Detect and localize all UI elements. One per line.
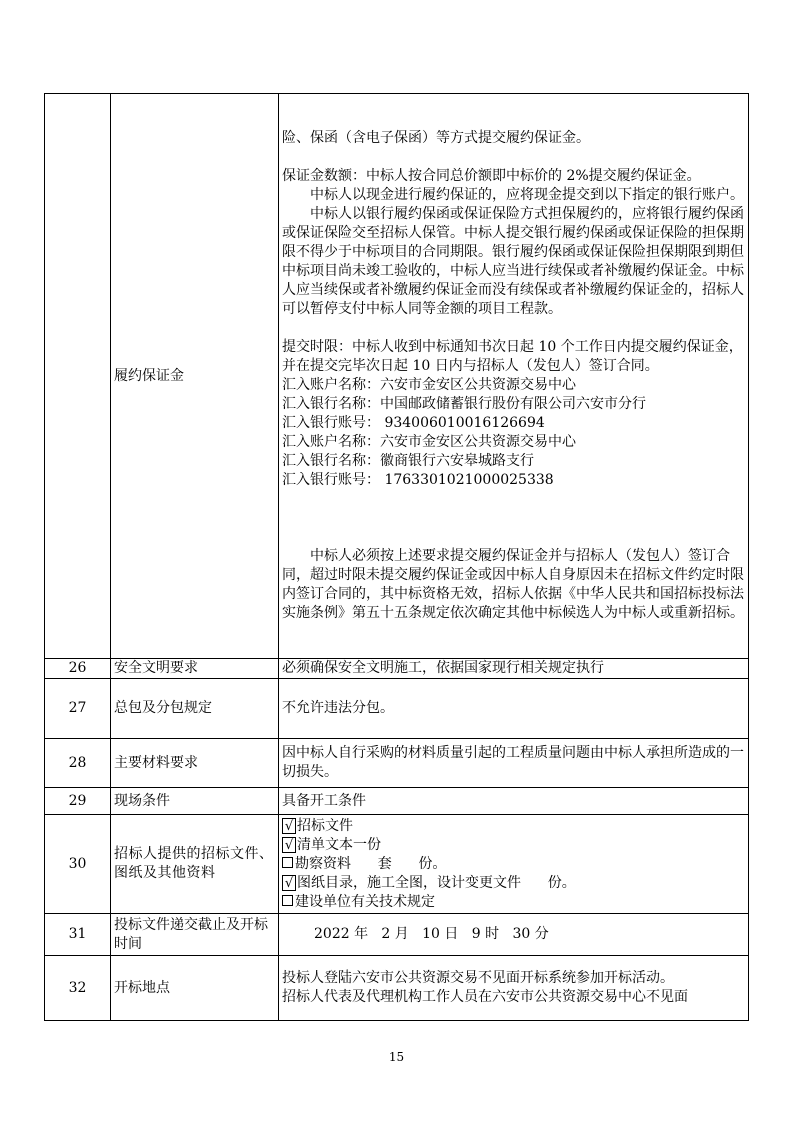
row-label: 安全文明要求 bbox=[111, 659, 279, 679]
content-paragraph: 中标人以现金进行履约保证的，应将现金提交到以下指定的银行账户。 bbox=[310, 187, 744, 203]
content-paragraph: 中标人以银行履约保函或保证保险方式担保履约的，应将银行履约保函或保证保险交至招标人保管。中标人提交银行履约保函或保证保险的担保期限不得少于中标项目的合同期限。银行履约保函或保证保险担保期限到期但中标项目尚未竣工验收的，中标人应当进行续保或者补缴履约保证金。中标人应当续保或者补缴履约保证金而没有续保或者补缴履约保证金的，招标人可以暂停支付中标人同等金额的项目工程款。 bbox=[282, 206, 744, 317]
provided-item-technical-rules: 建设单位有关技术规定 bbox=[282, 893, 745, 912]
row-content: 因中标人自行采购的材料质量引起的工程质量问题由中标人承担所造成的一切损失。 bbox=[279, 739, 749, 788]
row-content: 具备开工条件 bbox=[279, 788, 749, 815]
content-paragraph: 提交时限：中标人收到中标通知书次日起 10 个工作日内提交履约保证金，并在提交完毕次日起 10 日内与招标人（发包人）签订合同。 bbox=[282, 339, 743, 374]
row-label: 开标地点 bbox=[111, 956, 279, 1021]
row-content: 必须确保安全文明施工，依据国家现行相关规定执行 bbox=[279, 659, 749, 679]
content-line: 险、保函（含电子保函）等方式提交履约保证金。 bbox=[282, 130, 590, 146]
table-row-performance-bond bbox=[45, 94, 749, 659]
table-row-30 bbox=[45, 815, 749, 914]
table-row-32 bbox=[45, 956, 749, 1021]
checkmark-icon: √ bbox=[282, 837, 296, 853]
row-number-cell bbox=[45, 94, 111, 659]
provided-item-tender-documents: √ 招标文件 bbox=[282, 817, 745, 836]
row-number: 29 bbox=[45, 788, 111, 815]
checkmark-icon: √ bbox=[282, 875, 296, 891]
checkmark-icon: √ bbox=[282, 818, 296, 834]
row-number: 28 bbox=[45, 739, 111, 788]
account-name-line: 汇入账户名称：六安市金安区公共资源交易中心 bbox=[282, 377, 576, 393]
table-row-27 bbox=[45, 679, 749, 739]
provided-item-drawings: √ 图纸目录，施工全图，设计变更文件 份。 bbox=[282, 874, 745, 893]
row-label-cell bbox=[111, 94, 279, 659]
row-content-cell bbox=[279, 94, 749, 659]
row-number: 32 bbox=[45, 956, 111, 1021]
checkbox-empty-icon bbox=[282, 857, 293, 868]
bank-name-line: 汇入银行名称：徽商银行六安皋城路支行 bbox=[282, 453, 534, 469]
row-content bbox=[279, 914, 749, 956]
deadline-datetime: 2022 年 2 月 10 日 9 时 30 分 bbox=[314, 926, 549, 942]
performance-bond-label: 履约保证金 bbox=[114, 367, 184, 384]
account-name-line: 汇入账户名称：六安市金安区公共资源交易中心 bbox=[282, 434, 576, 450]
provided-item-survey-data: 勘察资料 套 份。 bbox=[282, 855, 745, 874]
row-label: 总包及分包规定 bbox=[111, 679, 279, 739]
row-number: 26 bbox=[45, 659, 111, 679]
content-line: 投标人登陆六安市公共资源交易不见面开标系统参加开标活动。 bbox=[282, 970, 674, 986]
table-row-28 bbox=[45, 739, 749, 788]
row-label: 投标文件递交截止及开标时间 bbox=[111, 914, 279, 956]
content-line: 招标人代表及代理机构工作人员在六安市公共资源交易中心不见面 bbox=[282, 989, 688, 1005]
row-label: 招标人提供的招标文件、图纸及其他资料 bbox=[111, 815, 279, 914]
account-number-line: 汇入银行账号： 1763301021000025338 bbox=[282, 472, 554, 488]
table-row-26 bbox=[45, 659, 749, 679]
content-line: 保证金数额：中标人按合同总价额即中标价的 2%提交履约保证金。 bbox=[282, 168, 701, 184]
row-number: 30 bbox=[45, 815, 111, 914]
row-content: 不允许违法分包。 bbox=[279, 679, 749, 739]
table-row-29 bbox=[45, 788, 749, 815]
row-content bbox=[279, 815, 749, 914]
checkbox-empty-icon bbox=[282, 895, 293, 906]
row-label: 现场条件 bbox=[111, 788, 279, 815]
row-number: 27 bbox=[45, 679, 111, 739]
table-row-31 bbox=[45, 914, 749, 956]
tender-info-table bbox=[44, 93, 749, 1021]
page-number: 15 bbox=[388, 1050, 405, 1064]
content-paragraph: 中标人必须按上述要求提交履约保证金并与招标人（发包人）签订合同，超过时限未提交履约保证金或因中标人自身原因未在招标文件约定时限内签订合同的，其中标资格无效，招标人依据《中华人民共和国招标投标法实施条例》第五十五条规定依次确定其他中标候选人为中标人或重新招标。 bbox=[282, 548, 744, 621]
row-label: 主要材料要求 bbox=[111, 739, 279, 788]
bank-name-line: 汇入银行名称：中国邮政储蓄银行股份有限公司六安市分行 bbox=[282, 396, 646, 412]
account-number-line: 汇入银行账号： 934006010016126694 bbox=[282, 415, 545, 431]
row-number: 31 bbox=[45, 914, 111, 956]
provided-item-bill-text: √ 清单文本一份 bbox=[282, 836, 745, 855]
row-content bbox=[279, 956, 749, 1021]
